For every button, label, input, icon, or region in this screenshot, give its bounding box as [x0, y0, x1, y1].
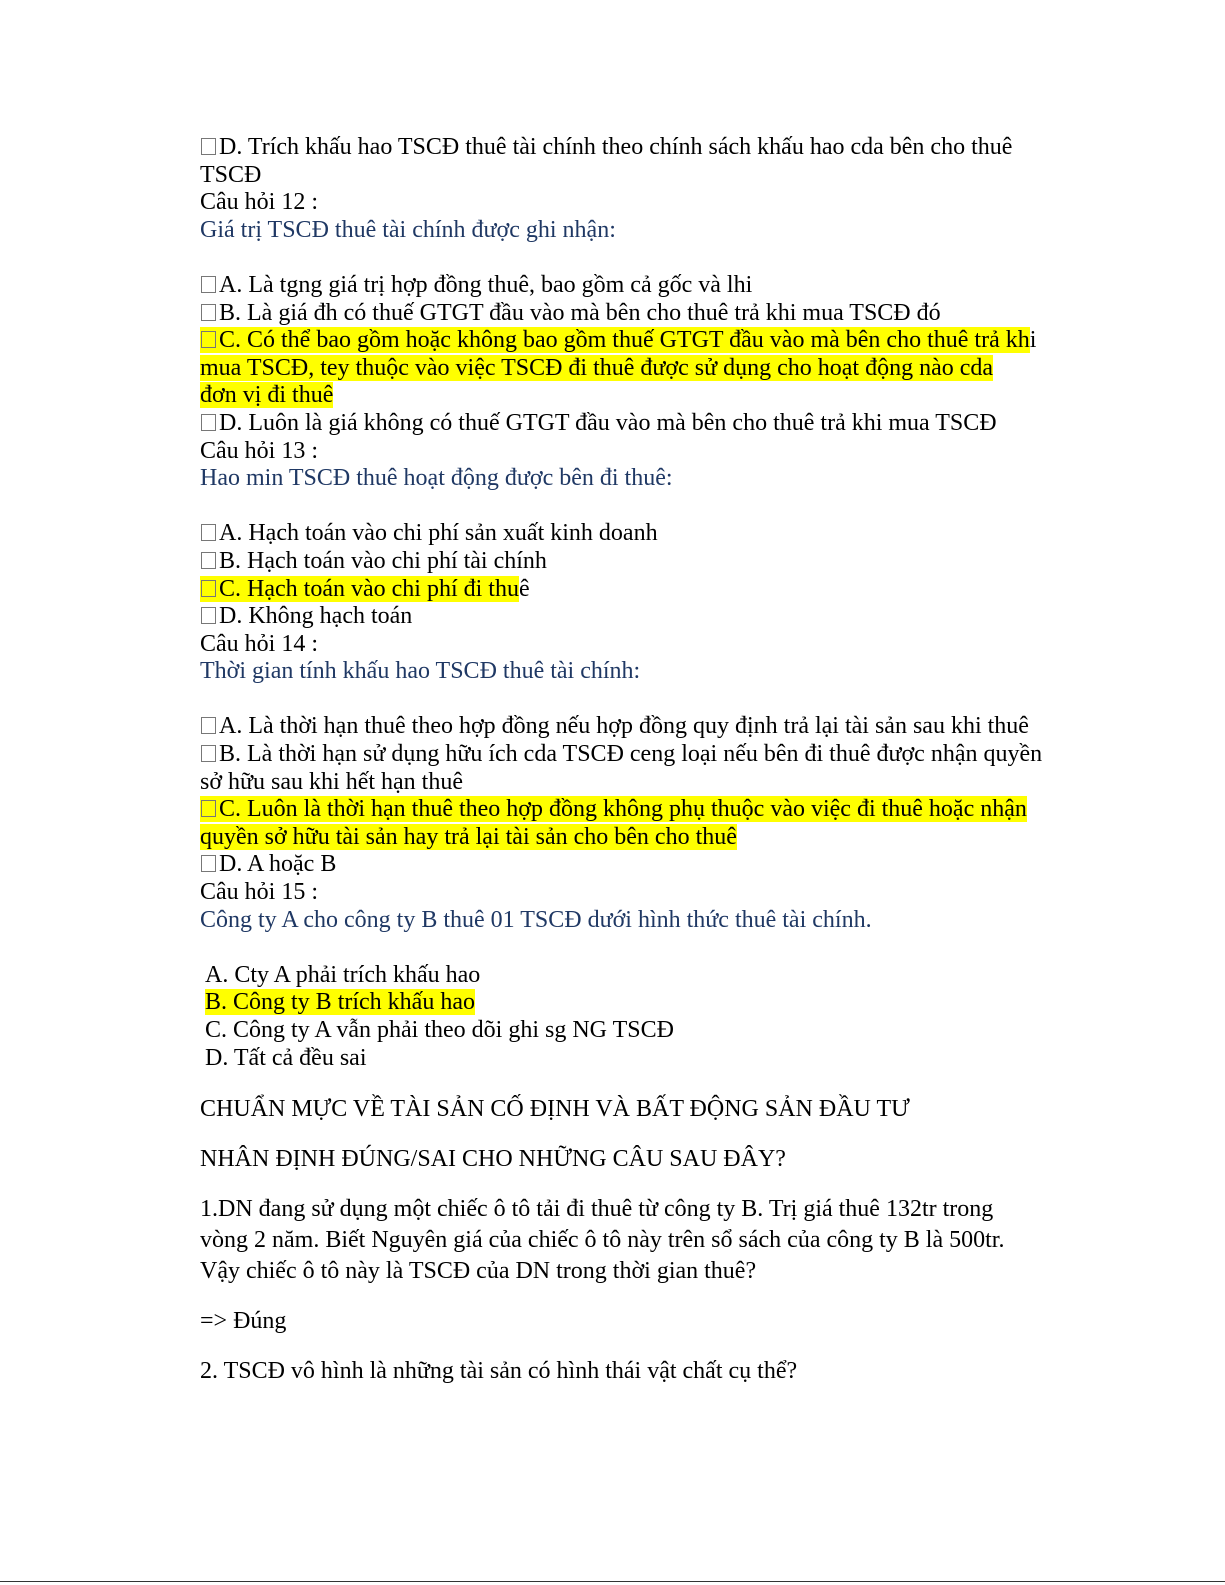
statement-1-line1: 1.DN đang sử dụng một chiếc ô tô tải đi thuê từ công ty B. Trị giá thuê 132tr trong	[200, 1196, 994, 1223]
q14-option-a: A. Là thời hạn thuê theo hợp đồng nếu hợp đồng quy định trả lại tài sản sau khi thuê	[200, 713, 1060, 741]
page-bottom-rule	[0, 1581, 1225, 1582]
q11-option-d-cont: TSCĐ	[200, 161, 262, 188]
q13-option-c: C. Hạch toán vào chi phí đi thuê	[200, 576, 1060, 604]
q14-option-c: C. Luôn là thời hạn thuê theo hợp đồng không phụ thuộc vào việc đi thuê hoặc nhận	[200, 796, 1060, 824]
q14-question: Thời gian tính khấu hao TSCĐ thuê tài chính:	[200, 658, 641, 685]
q14-option-d: D. A hoặc B	[200, 851, 1060, 879]
q15-option-a: A. Cty A phải trích khấu hao	[205, 961, 481, 988]
q13-option-a: A. Hạch toán vào chi phí sản xuất kinh doanh	[200, 520, 1060, 548]
checkbox-icon	[201, 607, 216, 624]
q12-option-c-cont2: đơn vị đi thuê	[200, 382, 334, 409]
checkbox-icon	[201, 855, 216, 872]
checkbox-icon	[201, 304, 216, 321]
statement-1-line2: vòng 2 năm. Biết Nguyên giá của chiếc ô tô này trên sổ sách của công ty B là 500tr.	[200, 1227, 1005, 1254]
statement-2: 2. TSCĐ vô hình là những tài sản có hình thái vật chất cụ thể?	[200, 1358, 798, 1385]
q15-option-c: C. Công ty A vẫn phải theo dõi ghi sg NG TSCĐ	[205, 1017, 674, 1043]
document-page	[200, 134, 1060, 1387]
q12-question: Giá trị TSCĐ thuê tài chính được ghi nhận:	[200, 216, 616, 243]
q15-option-d: D. Tất cả đều sai	[205, 1044, 367, 1071]
q11-option-d: D. Trích khấu hao TSCĐ thuê tài chính theo chính sách khấu hao cda bên cho thuê	[200, 134, 1060, 162]
q15-header: Câu hỏi 15 :	[200, 879, 318, 906]
q13-header: Câu hỏi 13 :	[200, 437, 318, 464]
statement-1-line3: Vậy chiếc ô tô này là TSCĐ của DN trong thời gian thuê?	[200, 1258, 757, 1285]
checkbox-icon	[201, 800, 216, 817]
q12-option-a: A. Là tgng giá trị hợp đồng thuê, bao gồm cả gốc và lhi	[200, 272, 1060, 300]
statement-1-answer: => Đúng	[200, 1308, 287, 1335]
checkbox-icon	[201, 331, 216, 348]
q14-option-b-cont: sở hữu sau khi hết hạn thuê	[200, 768, 463, 795]
q12-option-b: B. Là giá đh có thuế GTGT đầu vào mà bên cho thuê trả khi mua TSCĐ đó	[200, 300, 1060, 328]
section-subtitle: NHÂN ĐỊNH ĐÚNG/SAI CHO NHỮNG CÂU SAU ĐÂY?	[200, 1146, 786, 1173]
q13-option-d: D. Không hạch toán	[200, 603, 1060, 631]
checkbox-icon	[201, 717, 216, 734]
q12-option-c: C. Có thể bao gồm hoặc không bao gồm thuế GTGT đầu vào mà bên cho thuê trả khi	[200, 327, 1060, 355]
checkbox-icon	[201, 414, 216, 431]
checkbox-icon	[201, 524, 216, 541]
q14-header: Câu hỏi 14 :	[200, 630, 318, 657]
q12-option-c-cont: mua TSCĐ, tey thuộc vào việc TSCĐ đi thuê được sử dụng cho hoạt động nào cda	[200, 354, 994, 381]
q14-option-c-cont: quyền sở hữu tài sản hay trả lại tài sản cho bên cho thuê	[200, 823, 737, 850]
q13-question: Hao min TSCĐ thuê hoạt động được bên đi thuê:	[200, 465, 673, 492]
q12-option-d: D. Luôn là giá không có thuế GTGT đầu vào mà bên cho thuê trả khi mua TSCĐ	[200, 410, 1060, 438]
checkbox-icon	[201, 552, 216, 569]
q15-option-b: B. Công ty B trích khấu hao	[205, 989, 475, 1016]
q14-option-b: B. Là thời hạn sử dụng hữu ích cda TSCĐ ceng loại nếu bên đi thuê được nhận quyền	[200, 741, 1060, 769]
q15-question: Công ty A cho công ty B thuê 01 TSCĐ dưới hình thức thuê tài chính.	[200, 906, 872, 933]
checkbox-icon	[201, 138, 216, 155]
q12-header: Câu hỏi 12 :	[200, 189, 318, 216]
checkbox-icon	[201, 745, 216, 762]
checkbox-icon	[201, 580, 216, 597]
q13-option-b: B. Hạch toán vào chi phí tài chính	[200, 548, 1060, 576]
checkbox-icon	[201, 276, 216, 293]
section-title: CHUẨN MỰC VỀ TÀI SẢN CỐ ĐỊNH VÀ BẤT ĐỘNG SẢN ĐẦU TƯ	[200, 1096, 910, 1123]
